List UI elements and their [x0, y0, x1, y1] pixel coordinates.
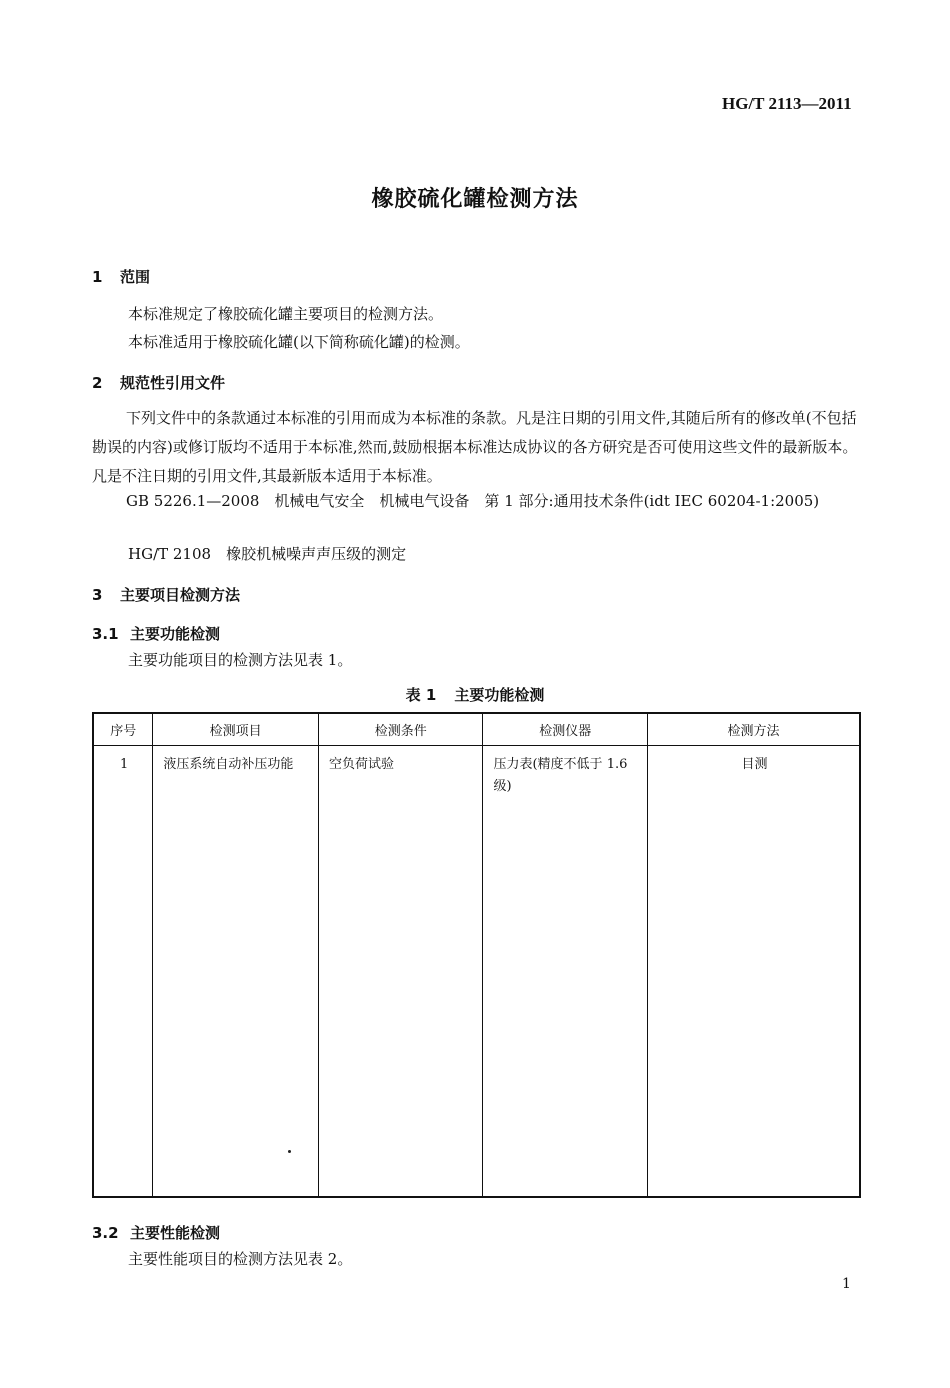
- table-1: [92, 712, 861, 1198]
- section-3-2-title: 主要性能检测: [130, 1224, 221, 1242]
- section-3-2-para: 主要性能项目的检测方法见表 2。: [128, 1250, 353, 1268]
- reference-hgt2108: HG/T 2108 橡胶机械噪声声压级的测定: [128, 545, 407, 563]
- section-3-1-para: 主要功能项目的检测方法见表 1。: [128, 651, 353, 669]
- section-1-title: 范围: [120, 268, 151, 286]
- page-number: 1: [842, 1276, 851, 1292]
- cell-method: 目测: [648, 746, 860, 1198]
- section-2-intro: [92, 404, 862, 491]
- section-3-1-title: 主要功能检测: [130, 625, 221, 643]
- section-2-number: 2: [92, 374, 103, 392]
- table-row: [93, 746, 860, 1198]
- section-1-para-1: 本标准规定了橡胶硫化罐主要项目的检测方法。: [128, 305, 444, 323]
- section-1-para-2: 本标准适用于橡胶硫化罐(以下简称硫化罐)的检测。: [128, 333, 470, 351]
- cell-item: 液压系统自动补压功能: [153, 746, 319, 1198]
- section-3-heading: [92, 584, 240, 605]
- column-header-instrument: 检测仪器: [483, 713, 648, 746]
- cell-instrument: 压力表(精度不低于 1.6 级): [483, 746, 648, 1198]
- section-3-title: 主要项目检测方法: [120, 586, 241, 604]
- cell-index: 1: [93, 746, 153, 1198]
- section-1-number: 1: [92, 268, 103, 286]
- column-header-item: 检测项目: [153, 713, 319, 746]
- table-1-caption-number: 表 1: [405, 686, 437, 704]
- column-header-method: 检测方法: [648, 713, 860, 746]
- column-header-condition: 检测条件: [318, 713, 483, 746]
- section-3-2-number: 3.2: [92, 1224, 119, 1242]
- section-3-number: 3: [92, 586, 103, 604]
- section-2-title: 规范性引用文件: [120, 374, 226, 392]
- table-header-row: [93, 713, 860, 746]
- cell-condition: 空负荷试验: [318, 746, 483, 1198]
- reference-gb5226: [92, 487, 862, 516]
- standard-code: HG/T 2113—2011: [722, 94, 852, 113]
- section-2-intro-text: 下列文件中的条款通过本标准的引用而成为本标准的条款。凡是注日期的引用文件,其随后所有的修改单(不包括勘误的内容)或修订版均不适用于本标准,然而,鼓励根据本标准达成协议的各方研究是否可使用这些文件的最新版本。凡是不注日期的引用文件,其最新版本适用于本标准。: [92, 409, 858, 485]
- document-title: 橡胶硫化罐检测方法: [371, 187, 579, 212]
- table-1-caption-title: 主要功能检测: [454, 686, 545, 704]
- scan-speck: [288, 1150, 291, 1153]
- section-3-1-number: 3.1: [92, 625, 119, 643]
- column-header-index: 序号: [93, 713, 153, 746]
- section-1-heading: [92, 266, 150, 287]
- section-3-1-heading: [92, 623, 220, 644]
- reference-gb5226-text: GB 5226.1—2008 机械电气安全 机械电气设备 第 1 部分:通用技术条件(idt IEC 60204-1:2005): [126, 492, 820, 510]
- section-3-2-heading: [92, 1222, 220, 1243]
- section-2-heading: [92, 372, 225, 393]
- table-1-caption: [0, 684, 950, 705]
